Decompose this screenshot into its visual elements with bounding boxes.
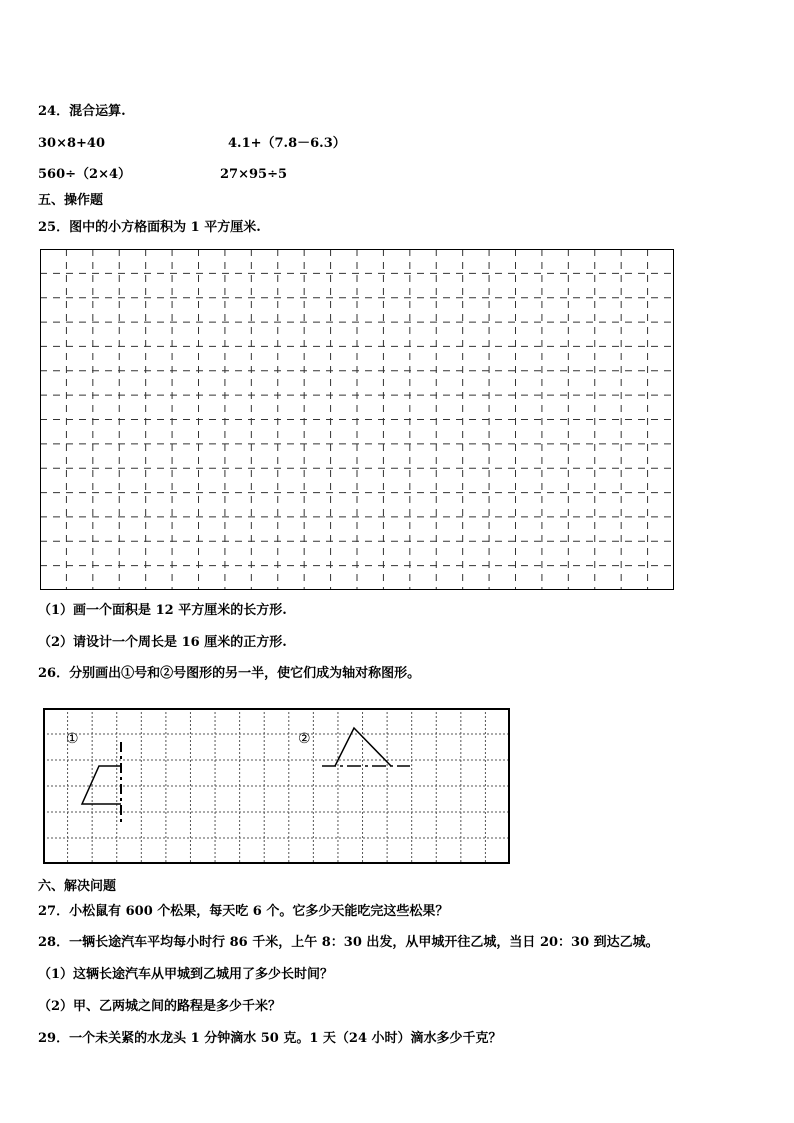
q24-expression-3: 560÷（2×4） xyxy=(38,167,132,182)
q27-text: 27．小松鼠有 600 个松果，每天吃 6 个。它多少天能吃完这些松果？ xyxy=(38,904,449,919)
q24-expression-1: 30×8+40 xyxy=(38,136,106,151)
q24-expression-2: 4.1+（7.8－6.3） xyxy=(228,136,346,151)
q26-symmetry-grid xyxy=(43,708,510,864)
q25-part-1: （1）画一个面积是 12 平方厘米的长方形. xyxy=(38,603,287,618)
section-6-title: 六、解决问题 xyxy=(38,879,117,894)
q26-figure-2-label: ② xyxy=(298,731,311,747)
q28-text: 28．一辆长途汽车平均每小时行 86 千米，上午 8：30 出发，从甲城开往乙城，当日 20：30 到达乙城。 xyxy=(38,935,659,950)
q29-text: 29．一个未关紧的水龙头 1 分钟滴水 50 克。1 天（24 小时）滴水多少千克？ xyxy=(38,1031,502,1046)
q25-square-grid xyxy=(40,249,674,590)
q28-part-2: （2）甲、乙两城之间的路程是多少千米？ xyxy=(38,999,282,1014)
q25-part-2: （2）请设计一个周长是 16 厘米的正方形. xyxy=(38,635,287,650)
figure-1-half-shape xyxy=(82,766,121,804)
q24-title: 24．混合运算. xyxy=(38,104,126,119)
q28-part-1: （1）这辆长途汽车从甲城到乙城用了多少长时间？ xyxy=(38,967,334,982)
q26-title: 26．分别画出①号和②号图形的另一半，使它们成为轴对称图形。 xyxy=(38,666,421,681)
q24-expression-4: 27×95÷5 xyxy=(220,167,288,182)
q25-title: 25．图中的小方格面积为 1 平方厘米. xyxy=(38,220,261,235)
section-5-title: 五、操作题 xyxy=(38,193,104,208)
q26-figure-1-label: ① xyxy=(66,731,79,747)
